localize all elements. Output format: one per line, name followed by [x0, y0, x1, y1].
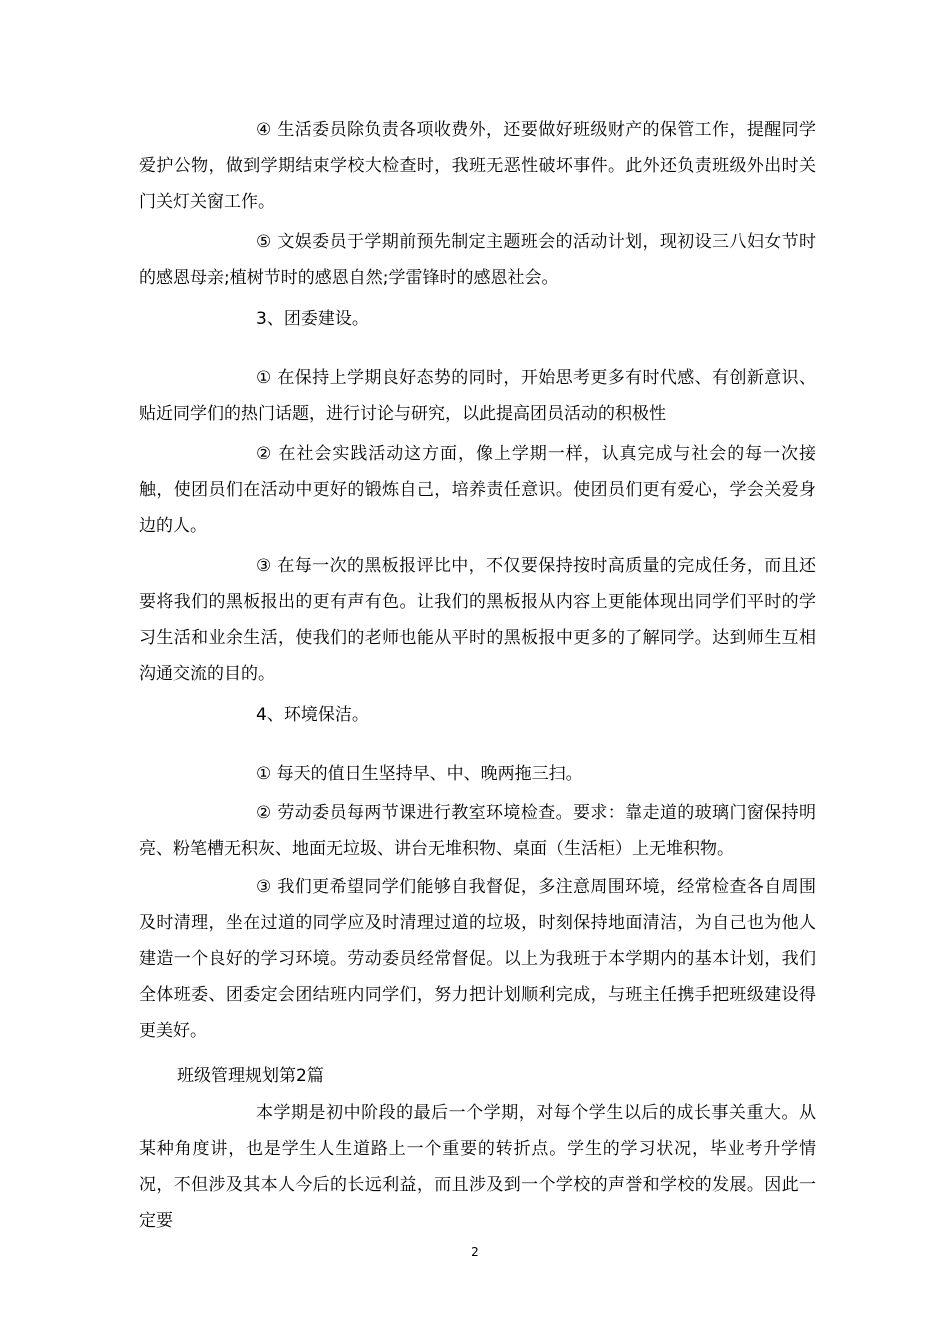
paragraph-league-item-3: ③ 在每一次的黑板报评比中，不仅要保持按时高质量的完成任务，而且还要将我们的黑板报出的更有声有色。让我们的黑板报从内容上更能体现出同学们平时的学习生活和业余生活，使我们的老师也能从平时的黑板报中更多的了解同学。达到师生互相沟通交流的目的。: [139, 556, 816, 684]
page-number: 2: [471, 1245, 479, 1259]
paragraph-living-committee: ④ 生活委员除负责各项收费外，还要做好班级财产的保管工作，提醒同学爱护公物，做到学期结束学校大检查时，我班无恶性破坏事件。此外还负责班级外出时关门关灯关窗工作。: [139, 120, 816, 212]
article-heading-part-2: 班级管理规划第2篇: [177, 1066, 324, 1086]
section-heading-environment: 4、环境保洁。: [256, 705, 369, 725]
paragraph-env-item-1: ① 每天的值日生坚持早、中、晚两拖三扫。: [256, 764, 583, 784]
paragraph-intro-part-2: 本学期是初中阶段的最后一个学期，对每个学生以后的成长事关重大。从某种角度讲，也是学生人生道路上一个重要的转折点。学生的学习状况，毕业考升学情况，不但涉及其本人今后的长远利益，而且涉及到一个学校的声誉和学校的发展。因此一定要: [139, 1103, 816, 1231]
section-heading-league-building: 3、团委建设。: [256, 309, 369, 329]
paragraph-entertainment-committee: ⑤ 文娱委员于学期前预先制定主题班会的活动计划，现初设三八妇女节时的感恩母亲;植树节时的感恩自然;学雷锋时的感恩社会。: [139, 232, 816, 288]
paragraph-env-item-3: ③ 我们更希望同学们能够自我督促，多注意周围环境，经常检查各自周围及时清理，坐在过道的同学应及时清理过道的垃圾，时刻保持地面清洁，为自己也为他人建造一个良好的学习环境。劳动委员经常督促。以上为我班于本学期内的基本计划，我们全体班委、团委定会团结班内同学们，努力把计划顺利完成，与班主任携手把班级建设得更美好。: [139, 877, 816, 1041]
paragraph-env-item-2: ② 劳动委员每两节课进行教室环境检查。要求：靠走道的玻璃门窗保持明亮、粉笔槽无积灰、地面无垃圾、讲台无堆积物、桌面（生活柜）上无堆积物。: [139, 803, 816, 859]
paragraph-league-item-1: ① 在保持上学期良好态势的同时，开始思考更多有时代感、有创新意识、贴近同学们的热门话题，进行讨论与研究，以此提高团员活动的积极性: [139, 368, 816, 424]
paragraph-league-item-2: ② 在社会实践活动这方面，像上学期一样，认真完成与社会的每一次接触，使团员们在活动中更好的锻炼自己，培养责任意识。使团员们更有爱心，学会关爱身边的人。: [139, 444, 816, 536]
